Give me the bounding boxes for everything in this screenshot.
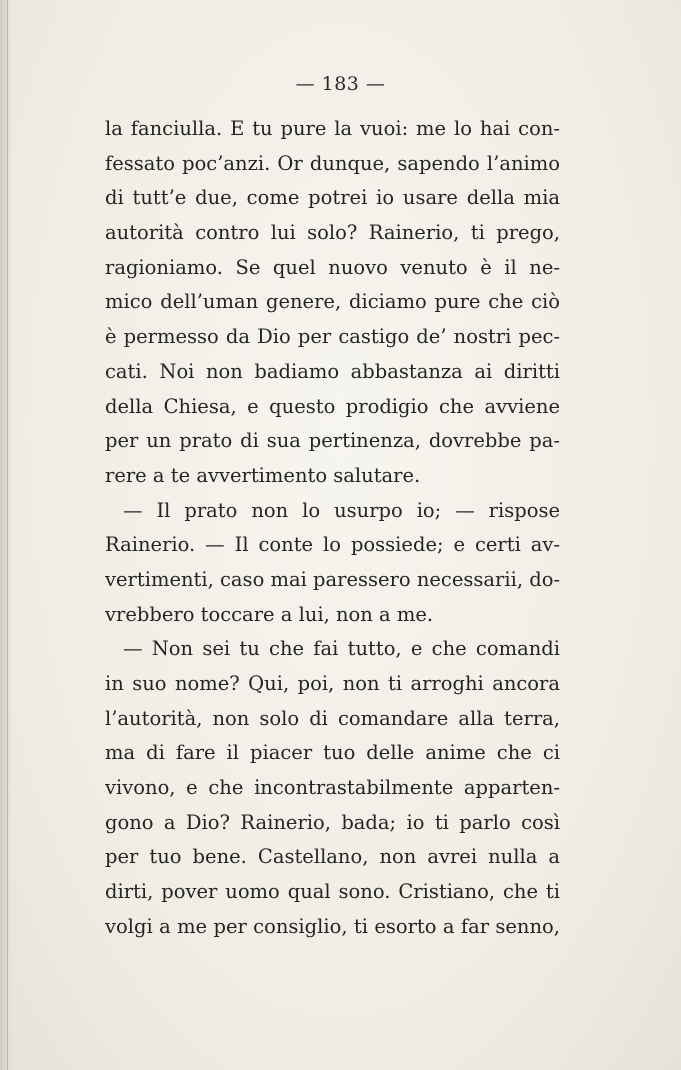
text-line: l’autorità, non solo di comandare alla terra, xyxy=(105,706,560,730)
text-line: dirti, pover uomo qual sono. Cristiano, che ti xyxy=(105,880,560,904)
text-line: la fanciulla. E tu pure la vuoi: me lo hai con- xyxy=(105,117,560,140)
text-line: vrebbero toccare a lui, non a me. xyxy=(105,602,434,626)
text-line: — Il prato non lo usurpo io; — rispose xyxy=(123,498,560,522)
text-line: della Chiesa, e questo prodigio che avviene xyxy=(105,394,560,418)
text-line: cati. Noi non badiamo abbastanza ai diritti xyxy=(105,359,560,383)
text-line: Rainerio. — Il conte lo possiede; e certi av- xyxy=(105,533,560,557)
page-gutter-shadow xyxy=(0,0,12,1070)
text-line: ragioniamo. Se quel nuovo venuto è il ne- xyxy=(105,255,560,279)
page-number: — 183 — xyxy=(295,73,386,95)
text-line: mico dell’uman genere, diciamo pure che ciò xyxy=(105,290,560,314)
text-line: volgi a me per consiglio, ti esorto a far senno, xyxy=(105,914,560,938)
text-line: fessato poc’anzi. Or dunque, sapendo l’animo xyxy=(105,151,560,175)
text-line: — Non sei tu che fai tutto, e che comandi xyxy=(123,637,560,661)
text-line: per un prato di sua pertinenza, dovrebbe pa- xyxy=(105,429,560,453)
text-line: di tutt’e due, come potrei io usare della mia xyxy=(105,186,560,210)
page-gutter-edge xyxy=(7,0,8,1070)
text-line: ma di fare il piacer tuo delle anime che ci xyxy=(105,741,560,765)
text-line: per tuo bene. Castellano, non avrei nulla a xyxy=(105,845,560,869)
text-line: vertimenti, caso mai paressero necessarii, do- xyxy=(105,567,560,591)
text-line: in suo nome? Qui, poi, non ti arroghi ancora xyxy=(105,672,560,695)
body-text xyxy=(105,112,560,945)
text-line: è permesso da Dio per castigo de’ nostri pec- xyxy=(105,325,560,349)
text-line: vivono, e che incontrastabilmente apparten- xyxy=(105,776,560,800)
text-line: autorità contro lui solo? Rainerio, ti prego, xyxy=(105,221,560,245)
text-line: rere a te avvertimento salutare. xyxy=(105,463,421,487)
text-line: gono a Dio? Rainerio, bada; io ti parlo così xyxy=(105,810,560,834)
